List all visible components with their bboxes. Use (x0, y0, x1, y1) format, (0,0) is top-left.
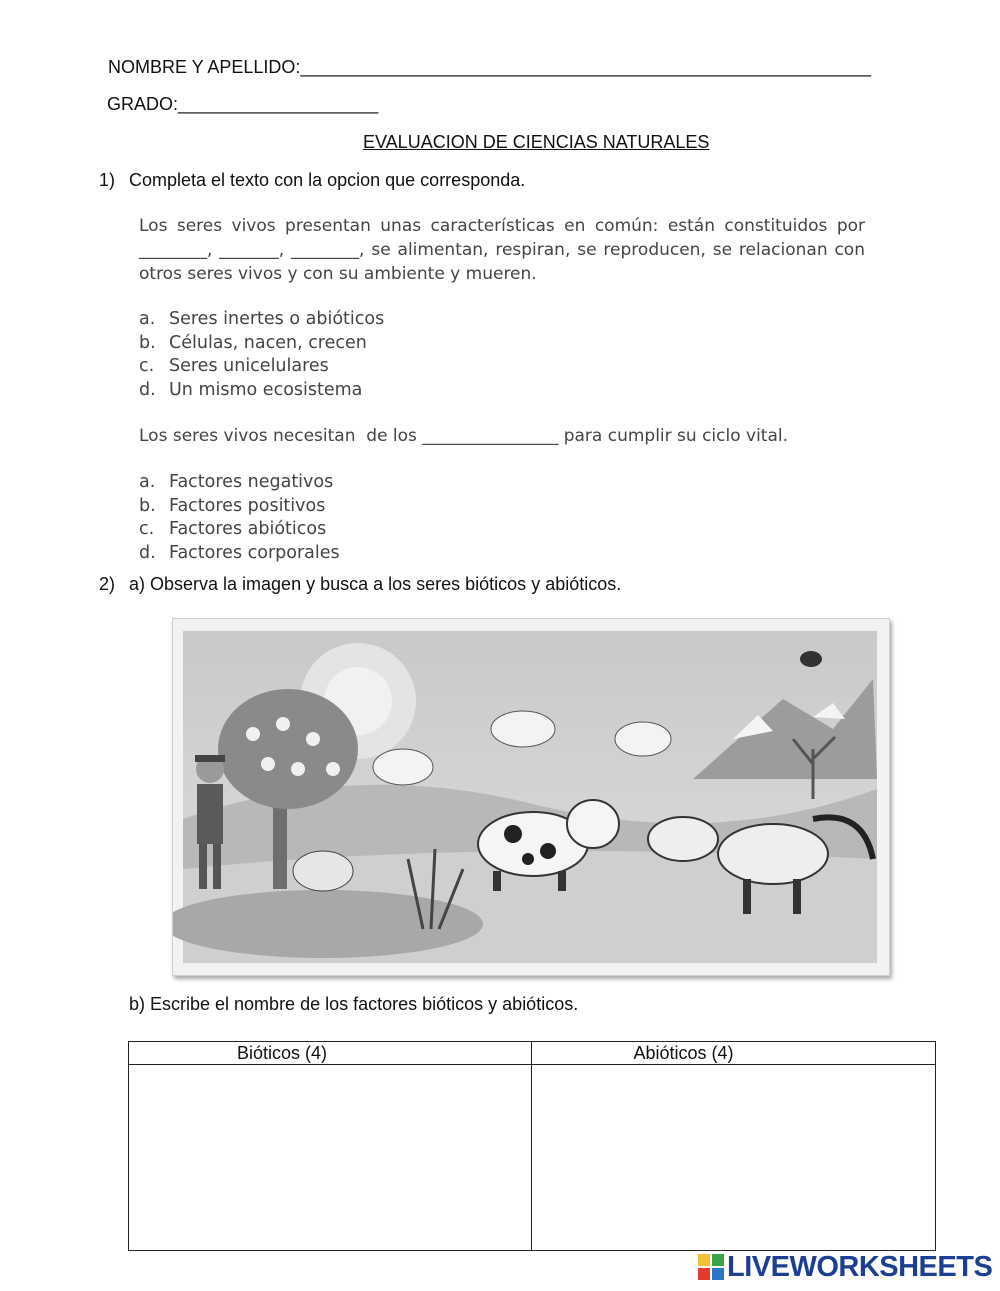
option-item[interactable]: c. Seres unicelulares (139, 356, 329, 376)
question-1-paragraph-2: Los seres vivos necesitan de los ________________ para cumplir su ciclo vital. (139, 426, 789, 446)
answer-table (128, 1041, 936, 1251)
question-2-number: 2) (99, 574, 116, 594)
pig-icon (293, 851, 353, 891)
abioticos-answer-cell[interactable] (532, 1065, 936, 1251)
question-1-paragraph-1: Los seres vivos presentan unas características en común: están constituidos por ________, _______, ________, se alimentan, respiran, se reproducen, se relacionan con otros seres vivos y con su ambiente y mueren. (139, 216, 865, 284)
pond-shape (173, 890, 483, 958)
farm-scene-illustration (172, 618, 890, 976)
option-item[interactable]: c. Factores abióticos (139, 519, 327, 539)
bioticos-header: Bióticos (4) (129, 1042, 532, 1065)
page-title: EVALUACION DE CIENCIAS NATURALES (363, 132, 710, 152)
option-item[interactable]: b. Factores positivos (139, 495, 326, 516)
option-item[interactable]: b. Células, nacen, crecen (139, 332, 367, 353)
question-1-options-2 (139, 471, 340, 565)
liveworksheets-logo (698, 1252, 992, 1282)
name-field-label: NOMBRE Y APELLIDO:_________________________________________________________ (108, 57, 872, 77)
option-item[interactable]: a. Seres inertes o abióticos (139, 309, 385, 329)
logo-mark-icon (698, 1254, 724, 1280)
abioticos-header: Abióticos (4) (532, 1042, 936, 1065)
bird-icon (800, 651, 822, 667)
grade-field-label: GRADO:____________________ (107, 94, 379, 114)
brand-name: LIVEWORKSHEETS (727, 1250, 993, 1283)
bioticos-answer-cell[interactable] (129, 1065, 532, 1251)
option-item[interactable]: a. Factores negativos (139, 472, 334, 492)
option-item[interactable]: d. Factores corporales (139, 542, 340, 563)
question-1-prompt: Completa el texto con la opcion que corresponda. (129, 170, 526, 190)
option-item[interactable]: d. Un mismo ecosistema (139, 379, 363, 400)
question-1-options-1 (139, 308, 384, 402)
question-2-prompt-b: b) Escribe el nombre de los factores bióticos y abióticos. (129, 994, 579, 1014)
question-2-prompt-a: a) Observa la imagen y busca a los seres bióticos y abióticos. (129, 574, 622, 594)
farm-scene-drawing (173, 619, 889, 975)
question-1-number: 1) (99, 170, 116, 190)
